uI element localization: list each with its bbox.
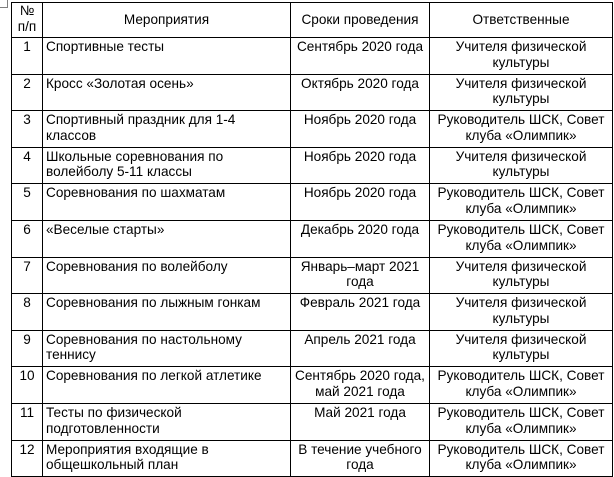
cell-event: Соревнования по лыжным гонкам bbox=[43, 294, 291, 331]
cell-date: Январь–март 2021 года bbox=[291, 257, 430, 294]
cell-event: «Веселые старты» bbox=[43, 220, 291, 257]
cell-date: В течение учебного года bbox=[291, 440, 430, 477]
cell-responsible: Руководитель ШСК, Совет клуба «Олимпик» bbox=[430, 184, 613, 221]
cell-event: Соревнования по настольному теннису bbox=[43, 330, 291, 367]
cell-number: 2 bbox=[12, 74, 43, 111]
table-row bbox=[12, 111, 613, 148]
table-row bbox=[12, 440, 613, 477]
cell-date: Декабрь 2020 года bbox=[291, 220, 430, 257]
cell-event: Соревнования по волейболу bbox=[43, 257, 291, 294]
cell-date: Май 2021 года bbox=[291, 403, 430, 440]
cell-responsible: Учителя физической культуры bbox=[430, 38, 613, 75]
cell-number: 4 bbox=[12, 147, 43, 184]
table-row bbox=[12, 38, 613, 75]
cell-date: Ноябрь 2020 года bbox=[291, 111, 430, 148]
cell-responsible: Учителя физической культуры bbox=[430, 294, 613, 331]
cell-number: 5 bbox=[12, 184, 43, 221]
cell-number: 7 bbox=[12, 257, 43, 294]
cell-number: 8 bbox=[12, 294, 43, 331]
cell-date: Сентябрь 2020 года bbox=[291, 38, 430, 75]
table-row bbox=[12, 74, 613, 111]
cell-event: Мероприятия входящие в общешкольный план bbox=[43, 440, 291, 477]
table-row bbox=[12, 257, 613, 294]
cell-responsible: Руководитель ШСК, Совет клуба «Олимпик» bbox=[430, 367, 613, 404]
cell-date: Ноябрь 2020 года bbox=[291, 147, 430, 184]
table-row bbox=[12, 330, 613, 367]
cell-date: Ноябрь 2020 года bbox=[291, 184, 430, 221]
header-date: Сроки проведения bbox=[291, 3, 430, 38]
events-plan-table bbox=[11, 2, 613, 477]
cell-date: Октябрь 2020 года bbox=[291, 74, 430, 111]
table-row bbox=[12, 294, 613, 331]
cell-responsible: Учителя физической культуры bbox=[430, 257, 613, 294]
header-event: Мероприятия bbox=[43, 3, 291, 38]
header-number bbox=[12, 3, 43, 38]
cell-date: Сентябрь 2020 года, май 2021 года bbox=[291, 367, 430, 404]
cell-responsible: Руководитель ШСК, Совет клуба «Олимпик» bbox=[430, 403, 613, 440]
cell-responsible: Учителя физической культуры bbox=[430, 147, 613, 184]
table-row bbox=[12, 147, 613, 184]
cell-event: Соревнования по шахматам bbox=[43, 184, 291, 221]
cell-number: 12 bbox=[12, 440, 43, 477]
page-corner-mark bbox=[0, 0, 8, 8]
header-number-sign: № bbox=[19, 3, 35, 18]
header-number-abbr: п/п bbox=[17, 18, 37, 34]
cell-responsible: Руководитель ШСК, Совет клуба «Олимпик» bbox=[430, 440, 613, 477]
cell-number: 10 bbox=[12, 367, 43, 404]
cell-number: 3 bbox=[12, 111, 43, 148]
table-row bbox=[12, 367, 613, 404]
cell-number: 9 bbox=[12, 330, 43, 367]
cell-number: 6 bbox=[12, 220, 43, 257]
cell-event: Школьные соревнования по волейболу 5-11 классы bbox=[43, 147, 291, 184]
table-row bbox=[12, 184, 613, 221]
table-row bbox=[12, 403, 613, 440]
header-responsible: Ответственные bbox=[430, 3, 613, 38]
cell-event: Тесты по физической подготовленности bbox=[43, 403, 291, 440]
cell-date: Февраль 2021 года bbox=[291, 294, 430, 331]
cell-event: Соревнования по легкой атлетике bbox=[43, 367, 291, 404]
cell-responsible: Учителя физической культуры bbox=[430, 74, 613, 111]
cell-date: Апрель 2021 года bbox=[291, 330, 430, 367]
cell-event: Спортивные тесты bbox=[43, 38, 291, 75]
table-header-row bbox=[12, 3, 613, 38]
cell-event: Спортивный праздник для 1-4 классов bbox=[43, 111, 291, 148]
cell-responsible: Учителя физической культуры bbox=[430, 330, 613, 367]
table-row bbox=[12, 220, 613, 257]
cell-responsible: Руководитель ШСК, Совет клуба «Олимпик» bbox=[430, 220, 613, 257]
cell-number: 1 bbox=[12, 38, 43, 75]
cell-number: 11 bbox=[12, 403, 43, 440]
cell-responsible: Руководитель ШСК, Совет клуба «Олимпик» bbox=[430, 111, 613, 148]
cell-event: Кросс «Золотая осень» bbox=[43, 74, 291, 111]
